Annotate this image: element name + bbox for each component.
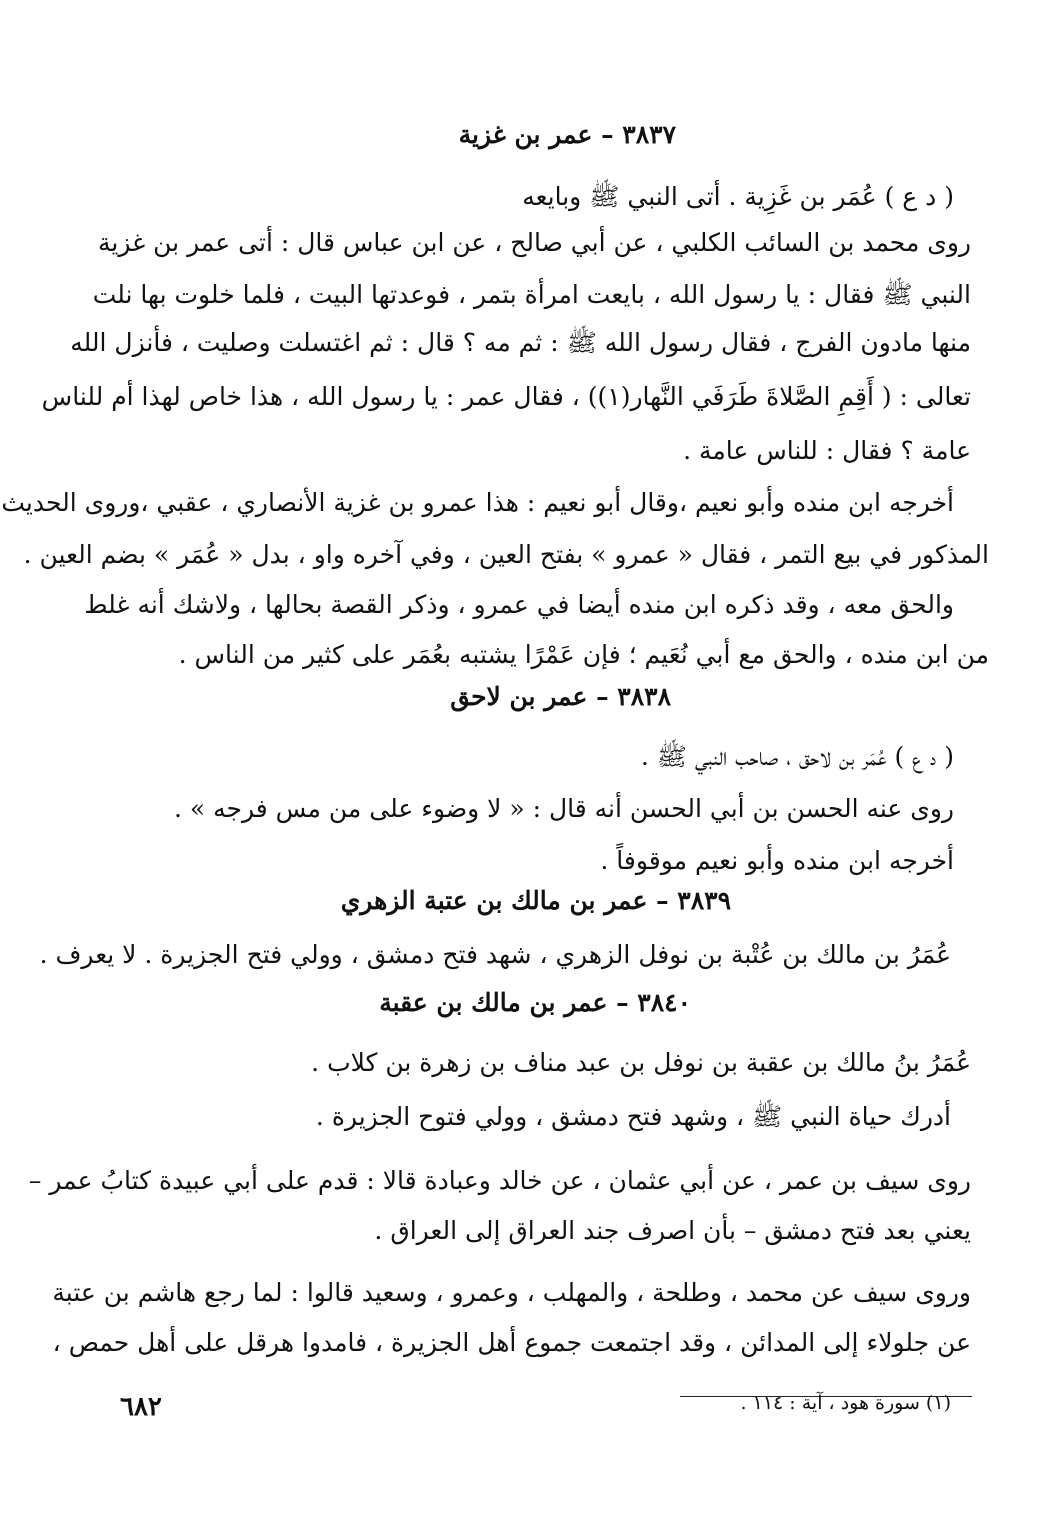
entry-heading: ٣٨٣٧ – عمر بن غزية [458,120,676,149]
text-line: عن جلولاء إلى المدائن ، وقد اجتمعت جموع أهل الجزيرة ، فامدوا هرقل على أهل حمص ، [52,1328,971,1357]
text-line: أخرجه ابن منده وأبو نعيم موقوفاً . [600,846,954,875]
text-line: النبي ﷺ فقال : يا رسول الله ، بايعت امرأة بتمر ، فوعدتها البيت ، فلما خلوت بها نلت [92,280,971,309]
text-line: منها مادون الفرج ، فقال رسول الله ﷺ : ثم مه ؟ قال : ثم اغتسلت وصليت ، فأنزل الله [70,328,971,357]
entry-heading: ٣٨٣٩ – عمر بن مالك بن عتبة الزهري [340,886,731,915]
text-line: أخرجه ابن منده وأبو نعيم ،وقال أبو نعيم : هذا عمرو بن غزية الأنصاري ، عقبي ،وروى الحديث [1,488,954,517]
footnote: (١) سورة هود ، آية : ١١٤ . [740,1392,951,1414]
entry-heading: ٣٨٣٨ – عمر بن لاحق [450,682,671,711]
text-line: من ابن منده ، والحق مع أبي نُعَيم ؛ فإن عَمْرًا يشتبه بعُمَر على كثير من الناس . [178,640,989,669]
text-line: وروى سيف عن محمد ، وطلحة ، والمهلب ، وعمرو ، وسعيد قالوا : لما رجع هاشم بن عتبة [52,1278,971,1307]
text-line: روى سيف بن عمر ، عن أبي عثمان ، عن خالد وعبادة قالا : قدم على أبي عبيدة كتابُ عمر – [28,1166,971,1195]
text-line: المذكور في بيع التمر ، فقال « عمرو » بفتح العين ، وفي آخره واو ، بدل « عُمَر » بضم العين . [23,540,989,569]
text-line: روى محمد بن السائب الكلبي ، عن أبي صالح ، عن ابن عباس قال : أتى عمر بن غزية [97,228,971,257]
text-line: عُمَرُ بن مالك بن عُتْبة بن نوفل الزهري ، شهد فتح دمشق ، وولي فتح الجزيرة . لا يعرف . [39,940,951,969]
text-line: عُمَرُ بنُ مالك بن عقبة بن نوفل بن عبد مناف بن زهرة بن كلاب . [311,1048,971,1077]
text-line: يعني بعد فتح دمشق – بأن اصرف جند العراق إلى العراق . [374,1216,971,1245]
text-line: عامة ؟ فقال : للناس عامة . [683,436,971,465]
page-number: ٦٨٢ [120,1392,162,1422]
text-line: ( د ع ) عُمَر بن لاحق ، صاحب النبي ﷺ . [640,742,954,771]
text-line: روى عنه الحسن بن أبي الحسن أنه قال : « لا وضوء على من مس فرجه » . [173,794,954,823]
text-line: والحق معه ، وقد ذكره ابن منده أيضا في عمرو ، وذكر القصة بحالها ، ولاشك أنه غلط [84,590,954,619]
entry-heading: ٣٨٤٠ – عمر بن مالك بن عقبة [379,988,691,1017]
text-line: ( د ع ) عُمَر بن غَزِية . أتى النبي ﷺ وبايعه [522,182,954,211]
text-line: أدرك حياة النبي ﷺ ، وشهد فتح دمشق ، وولي فتوح الجزيرة . [315,1102,951,1131]
text-line: تعالى : ( أَقِمِ الصَّلاةَ طَرَفَي النَّهار(١)) ، فقال عمر : يا رسول الله ، هذا خاص لهذا أم للناس [41,382,971,411]
